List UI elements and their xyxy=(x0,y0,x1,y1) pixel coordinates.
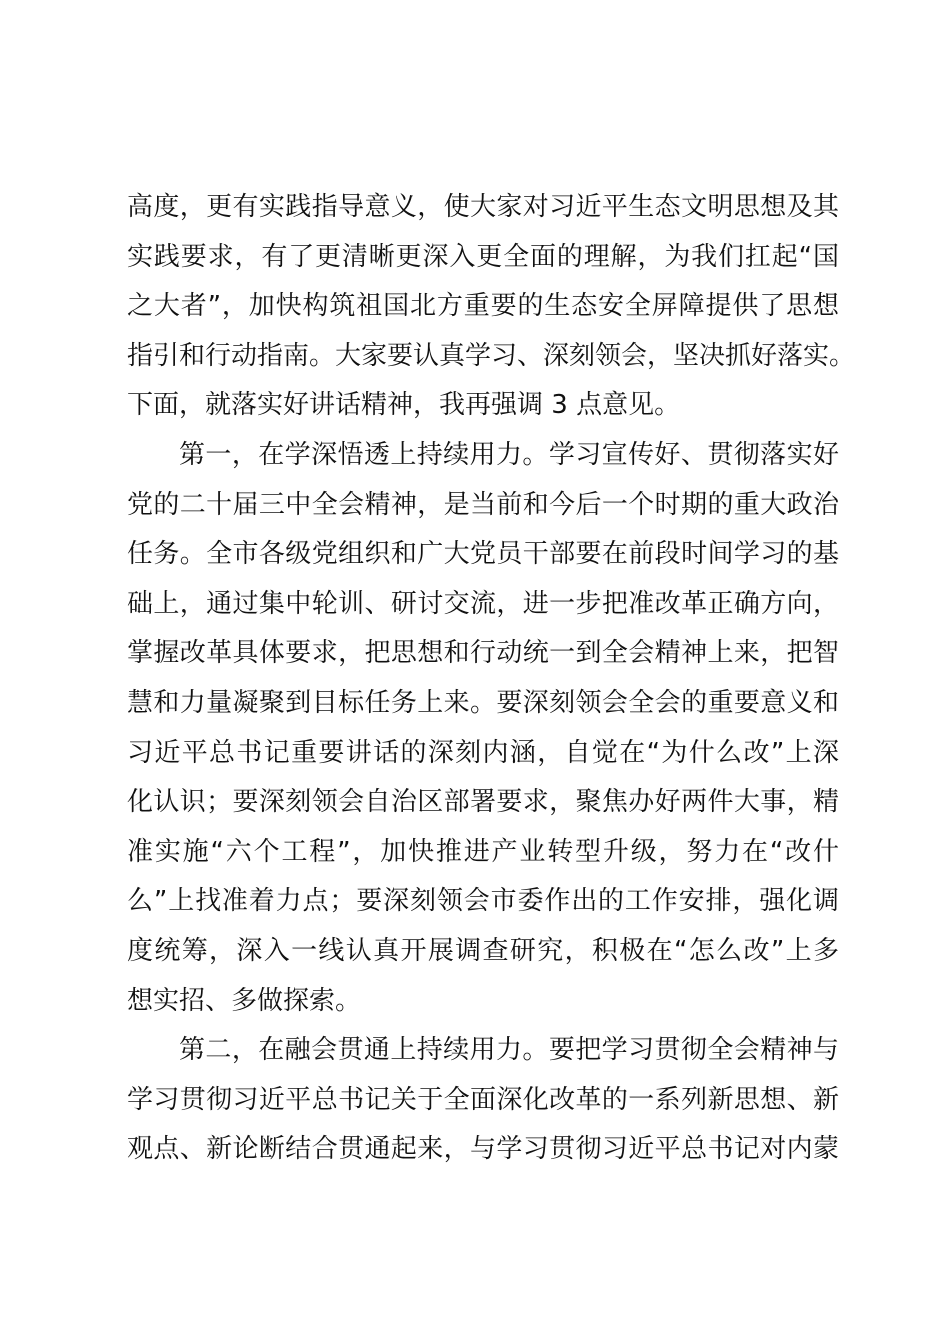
body-text xyxy=(127,183,856,1175)
text-line: 任务。全市各级党组织和广大党员干部要在前段时间学习的基 xyxy=(127,539,839,570)
paragraph-first-line: 第一，在学深悟透上持续用力。学习宣传好、贯彻落实好 xyxy=(179,439,839,470)
text-line: 观点、新论断结合贯通起来，与学习贯彻习近平总书记对内蒙 xyxy=(127,1134,839,1165)
text-line: 慧和力量凝聚到目标任务上来。要深刻领会全会的重要意义和 xyxy=(127,687,839,718)
text-line: 础上，通过集中轮训、研讨交流，进一步把准改革正确方向， xyxy=(127,588,839,619)
text-line: 化认识；要深刻领会自治区部署要求，聚焦办好两件大事，精 xyxy=(127,787,839,818)
text-line: 么”上找准着力点；要深刻领会市委作出的工作安排，强化调 xyxy=(127,886,839,917)
text-line: 之大者”，加快构筑祖国北方重要的生态安全屏障提供了思想 xyxy=(127,291,839,322)
text-line: 指引和行动指南。大家要认真学习、深刻领会，坚决抓好落实。 xyxy=(127,340,856,371)
text-line: 学习贯彻习近平总书记关于全面深化改革的一系列新思想、新 xyxy=(127,1084,839,1115)
text-line: 高度，更有实践指导意义，使大家对习近平生态文明思想及其 xyxy=(127,192,839,222)
text-line: 党的二十届三中全会精神，是当前和今后一个时期的重大政治 xyxy=(127,489,839,520)
text-line: 掌握改革具体要求，把思想和行动统一到全会精神上来，把智 xyxy=(127,638,839,669)
text-line: 下面，就落实好讲话精神，我再强调 3 点意见。 xyxy=(127,390,681,421)
text-line: 实践要求，有了更清晰更深入更全面的理解，为我们扛起“国 xyxy=(127,241,839,272)
paragraph-first-line: 第二，在融会贯通上持续用力。要把学习贯彻全会精神与 xyxy=(179,1035,839,1066)
text-line: 度统筹，深入一线认真开展调查研究，积极在“怎么改”上多 xyxy=(127,935,839,966)
text-line: 想实招、多做探索。 xyxy=(127,985,362,1016)
text-line: 准实施“六个工程”，加快推进产业转型升级，努力在“改什 xyxy=(127,836,839,867)
text-line: 习近平总书记重要讲话的深刻内涵，自觉在“为什么改”上深 xyxy=(127,737,839,768)
